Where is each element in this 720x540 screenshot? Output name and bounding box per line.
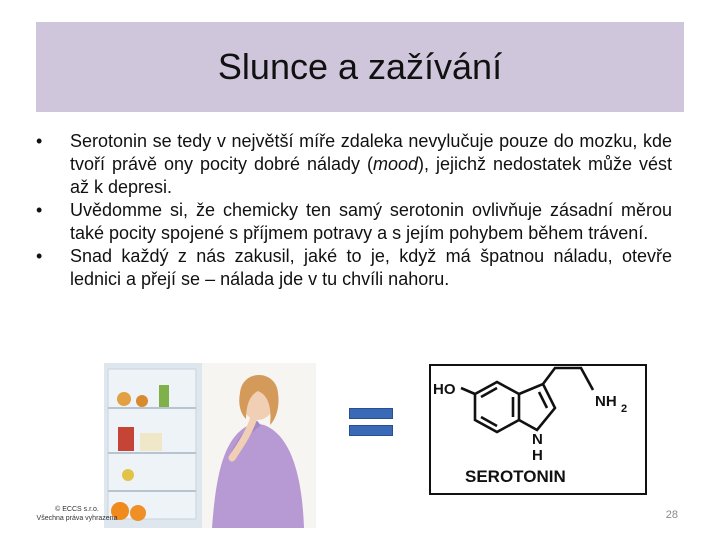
fridge-photo <box>104 363 316 528</box>
serotonin-molecule-icon <box>431 366 645 493</box>
svg-text:HO: HO <box>433 381 456 398</box>
equals-bar-bottom <box>349 425 393 436</box>
bullet-item: • Serotonin se tedy v největší míře zdaleka nevylučuje pouze do mozku, kde tvoří právě ony pocity dobré nálady (mood), jejichž nedostatek může vést až k depresi. <box>36 131 672 197</box>
bullet-marker: • <box>36 131 43 151</box>
svg-text:N: N <box>532 431 543 448</box>
copyright-notice: © ECCS s.r.o. Všechna práva vyhrazena <box>36 506 118 522</box>
slide-title: Slunce a zažívání <box>217 46 503 87</box>
bullet-marker: • <box>36 200 43 220</box>
bullet-list <box>36 130 672 291</box>
svg-text:SEROTONIN: SEROTONIN <box>465 467 566 486</box>
bullet-item: • Snad každý z nás zakusil, jaké to je, když má špatnou náladu, otevře lednici a přejí se – nálada jde v tu chvíli nahoru. <box>36 246 672 289</box>
equals-sign <box>349 408 393 436</box>
woman-at-fridge-image <box>104 363 316 528</box>
equals-bar-top <box>349 408 393 419</box>
svg-text:H: H <box>532 447 543 464</box>
svg-text:NH: NH <box>595 393 617 410</box>
bullet-item: • Uvědomme si, že chemicky ten samý serotonin ovlivňuje zásadní měrou také pocity spojené s příjmem potravy a s jejím pohybem během trávení. <box>36 200 672 243</box>
title-banner <box>36 22 684 112</box>
svg-text:2: 2 <box>621 403 628 415</box>
page-number: 28 <box>665 509 678 521</box>
bullet-marker: • <box>36 246 43 266</box>
serotonin-structure-diagram <box>429 364 647 495</box>
